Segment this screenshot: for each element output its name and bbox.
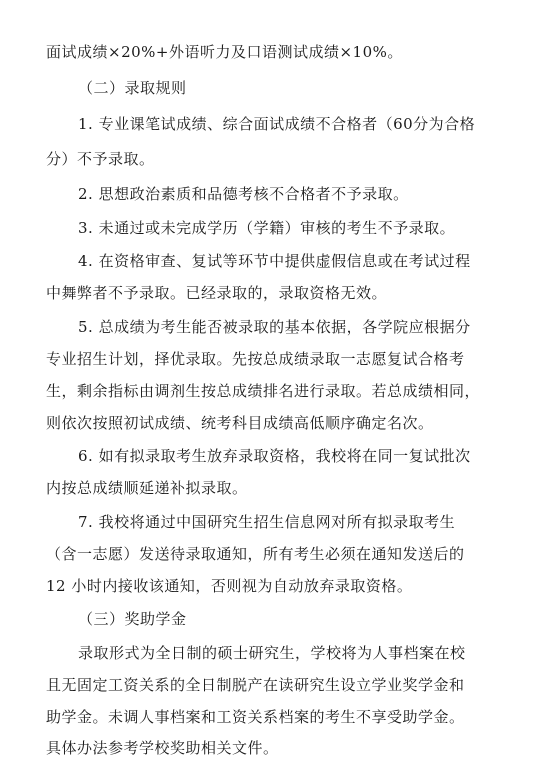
rule-4-line-2: 中舞弊者不予录取。已经录取的，录取资格无效。 [46, 284, 388, 302]
rule-1-line-1: 1. 专业课笔试成绩、综合面试成绩不合格者（60分为合格 [78, 115, 476, 133]
rule-5-line-1: 5. 总成绩为考生能否被录取的基本依据，各学院应根据分 [78, 318, 471, 336]
text-line-1: 面试成绩×20%+外语听力及口语测试成绩×10%。 [46, 43, 403, 61]
scholarship-line-3: 助学金。未调人事档案和工资关系档案的考生不享受助学金。 [46, 708, 465, 726]
rule-5-line-2: 专业招生计划，择优录取。先按总成绩录取一志愿复试合格考 [46, 350, 465, 368]
rule-4-line-1: 4. 在资格审查、复试等环节中提供虚假信息或在考试过程 [78, 252, 471, 270]
rule-2-line-1: 2. 思想政治素质和品德考核不合格者不予录取。 [78, 185, 409, 203]
rule-5-line-3: 生，剩余指标由调剂生按总成绩排名进行录取。若总成绩相同， [46, 382, 481, 400]
rule-5-line-4: 则依次按照初试成绩、统考科目成绩高低顺序确定名次。 [46, 414, 434, 432]
rule-3-line-1: 3. 未通过或未完成学历（学籍）审核的考生不予录取。 [78, 219, 456, 237]
section-heading-scholarships: （三）奖助学金 [78, 610, 187, 628]
rule-7-line-2: （含一志愿）发送待录取通知，所有考生必须在通知发送后的 [46, 545, 465, 563]
rule-6-line-1: 6. 如有拟录取考生放弃录取资格，我校将在同一复试批次 [78, 447, 471, 465]
rule-6-line-2: 内按总成绩顺延递补拟录取。 [46, 479, 248, 497]
rule-7-line-3: 12 小时内接收该通知，否则视为自动放弃录取资格。 [46, 577, 413, 595]
rule-1-line-2: 分）不予录取。 [46, 150, 155, 168]
rule-7-line-1: 7. 我校将通过中国研究生招生信息网对所有拟录取考生 [78, 513, 456, 531]
scholarship-line-4: 具体办法参考学校奖助相关文件。 [46, 739, 279, 757]
section-heading-admission-rules: （二）录取规则 [78, 79, 187, 97]
scholarship-line-1: 录取形式为全日制的硕士研究生，学校将为人事档案在校 [78, 644, 466, 662]
scholarship-line-2: 且无固定工资关系的全日制脱产在读研究生设立学业奖学金和 [46, 676, 465, 694]
